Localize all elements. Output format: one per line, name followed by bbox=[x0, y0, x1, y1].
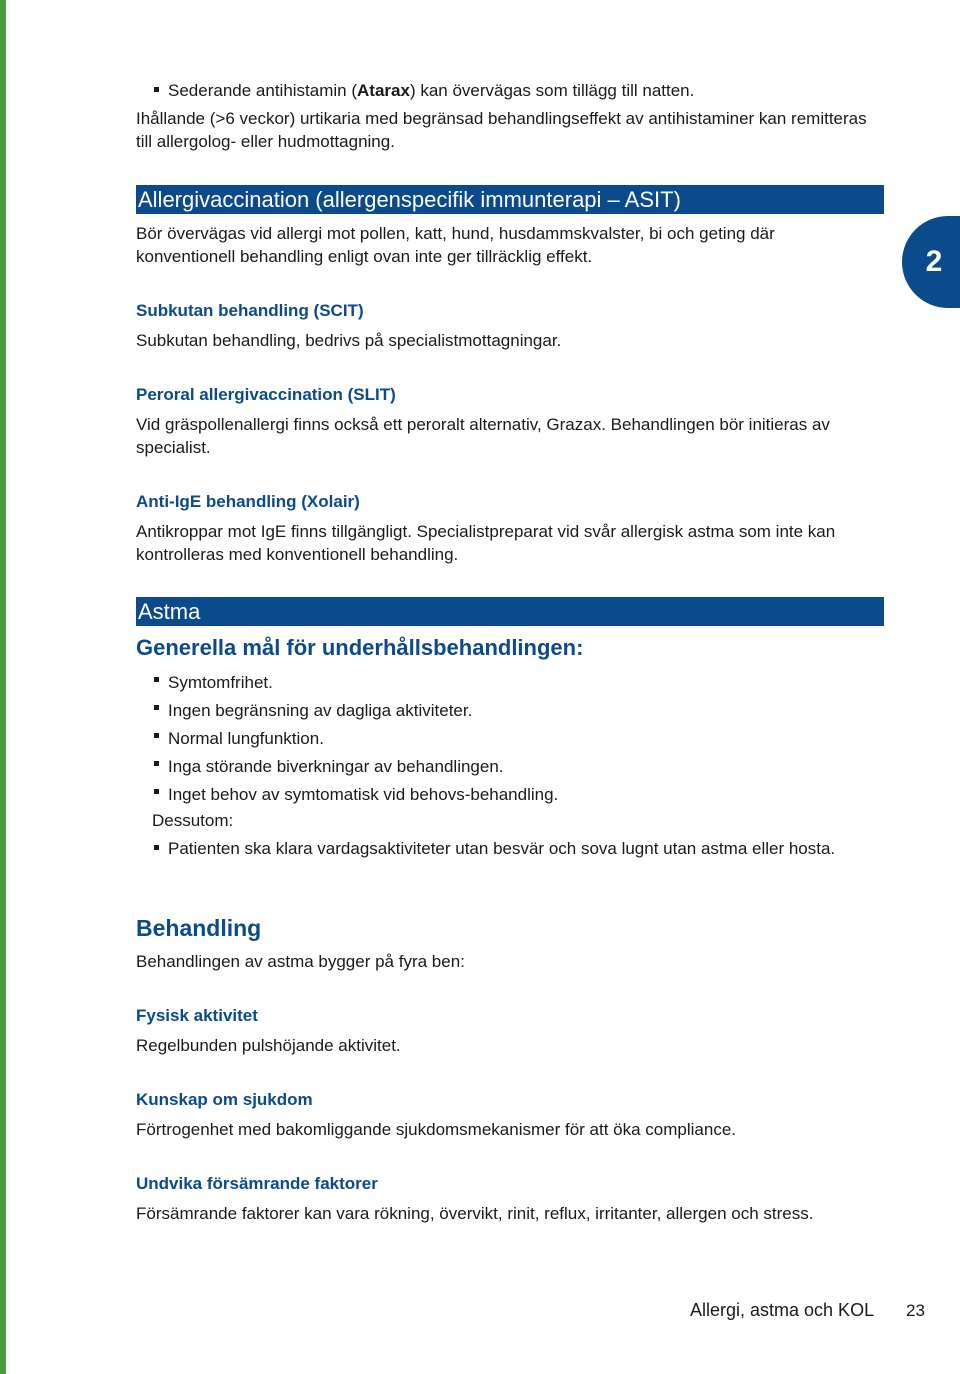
behandling-heading: Behandling bbox=[136, 915, 262, 941]
kunskap-text: Förtrogenhet med bakomliggande sjukdomsmekanismer för att öka compliance. bbox=[136, 1120, 737, 1139]
goals-list bbox=[136, 669, 882, 809]
top-bullet-list bbox=[136, 79, 882, 102]
anti-ige-text: Antikroppar mot IgE finns tillgängligt. Specialistpreparat vid svår allergisk astma som inte kan kontrolleras med konventionell behandling. bbox=[136, 522, 836, 564]
slit-text: Vid gräspollenallergi finns också ett peroralt alternativ, Grazax. Behandlingen bör initieras av specialist. bbox=[136, 415, 830, 457]
list-item bbox=[136, 79, 882, 102]
page-number: 23 bbox=[906, 1301, 925, 1320]
drug-name: Atarax bbox=[357, 81, 410, 100]
list-item: Symtomfrihet. bbox=[136, 669, 882, 697]
scit-heading: Subkutan behandling (SCIT) bbox=[136, 301, 364, 320]
undvika-text: Försämrande faktorer kan vara rökning, övervikt, rinit, reflux, irritanter, allergen och stress. bbox=[136, 1204, 814, 1223]
fysisk-heading: Fysisk aktivitet bbox=[136, 1006, 258, 1025]
list-item: Inget behov av symtomatisk vid behovs-behandling. bbox=[136, 781, 882, 809]
dessutom-label: Dessutom: bbox=[152, 811, 234, 830]
urtikaria-paragraph: Ihållande (>6 veckor) urtikaria med begränsad behandlingseffekt av antihistaminer kan remitteras till allergolog- eller hudmottagning. bbox=[136, 109, 867, 151]
bullet-text-suffix: ) kan övervägas som tillägg till natten. bbox=[409, 81, 695, 100]
chapter-tab: 2 bbox=[902, 216, 960, 308]
list-item: Inga störande biverkningar av behandlingen. bbox=[136, 753, 882, 781]
fysisk-text: Regelbunden pulshöjande aktivitet. bbox=[136, 1036, 401, 1055]
anti-ige-heading: Anti-IgE behandling (Xolair) bbox=[136, 492, 360, 511]
asit-banner: Allergivaccination (allergenspecifik immunterapi – ASIT) bbox=[136, 185, 884, 214]
asit-intro: Bör övervägas vid allergi mot pollen, katt, hund, husdammskvalster, bi och geting där konventionell behandling enligt ovan inte ger tillräcklig effekt. bbox=[136, 224, 775, 266]
list-item: Normal lungfunktion. bbox=[136, 725, 882, 753]
extra-goals-list bbox=[136, 837, 856, 860]
list-item: Patienten ska klara vardagsaktiviteter utan besvär och sova lugnt utan astma eller hosta. bbox=[136, 837, 856, 860]
bullet-text-prefix: Sederande antihistamin ( bbox=[168, 81, 358, 100]
kunskap-heading: Kunskap om sjukdom bbox=[136, 1090, 313, 1109]
page-edge-stripe bbox=[0, 0, 6, 1374]
footer-title: Allergi, astma och KOL bbox=[690, 1300, 875, 1320]
astma-banner: Astma bbox=[136, 597, 884, 626]
behandling-intro: Behandlingen av astma bygger på fyra ben: bbox=[136, 952, 465, 971]
list-item: Ingen begränsning av dagliga aktiviteter. bbox=[136, 697, 882, 725]
slit-heading: Peroral allergivaccination (SLIT) bbox=[136, 385, 396, 404]
scit-text: Subkutan behandling, bedrivs på specialistmottagningar. bbox=[136, 331, 562, 350]
goals-heading: Generella mål för underhållsbehandlingen: bbox=[136, 635, 584, 660]
undvika-heading: Undvika försämrande faktorer bbox=[136, 1174, 378, 1193]
